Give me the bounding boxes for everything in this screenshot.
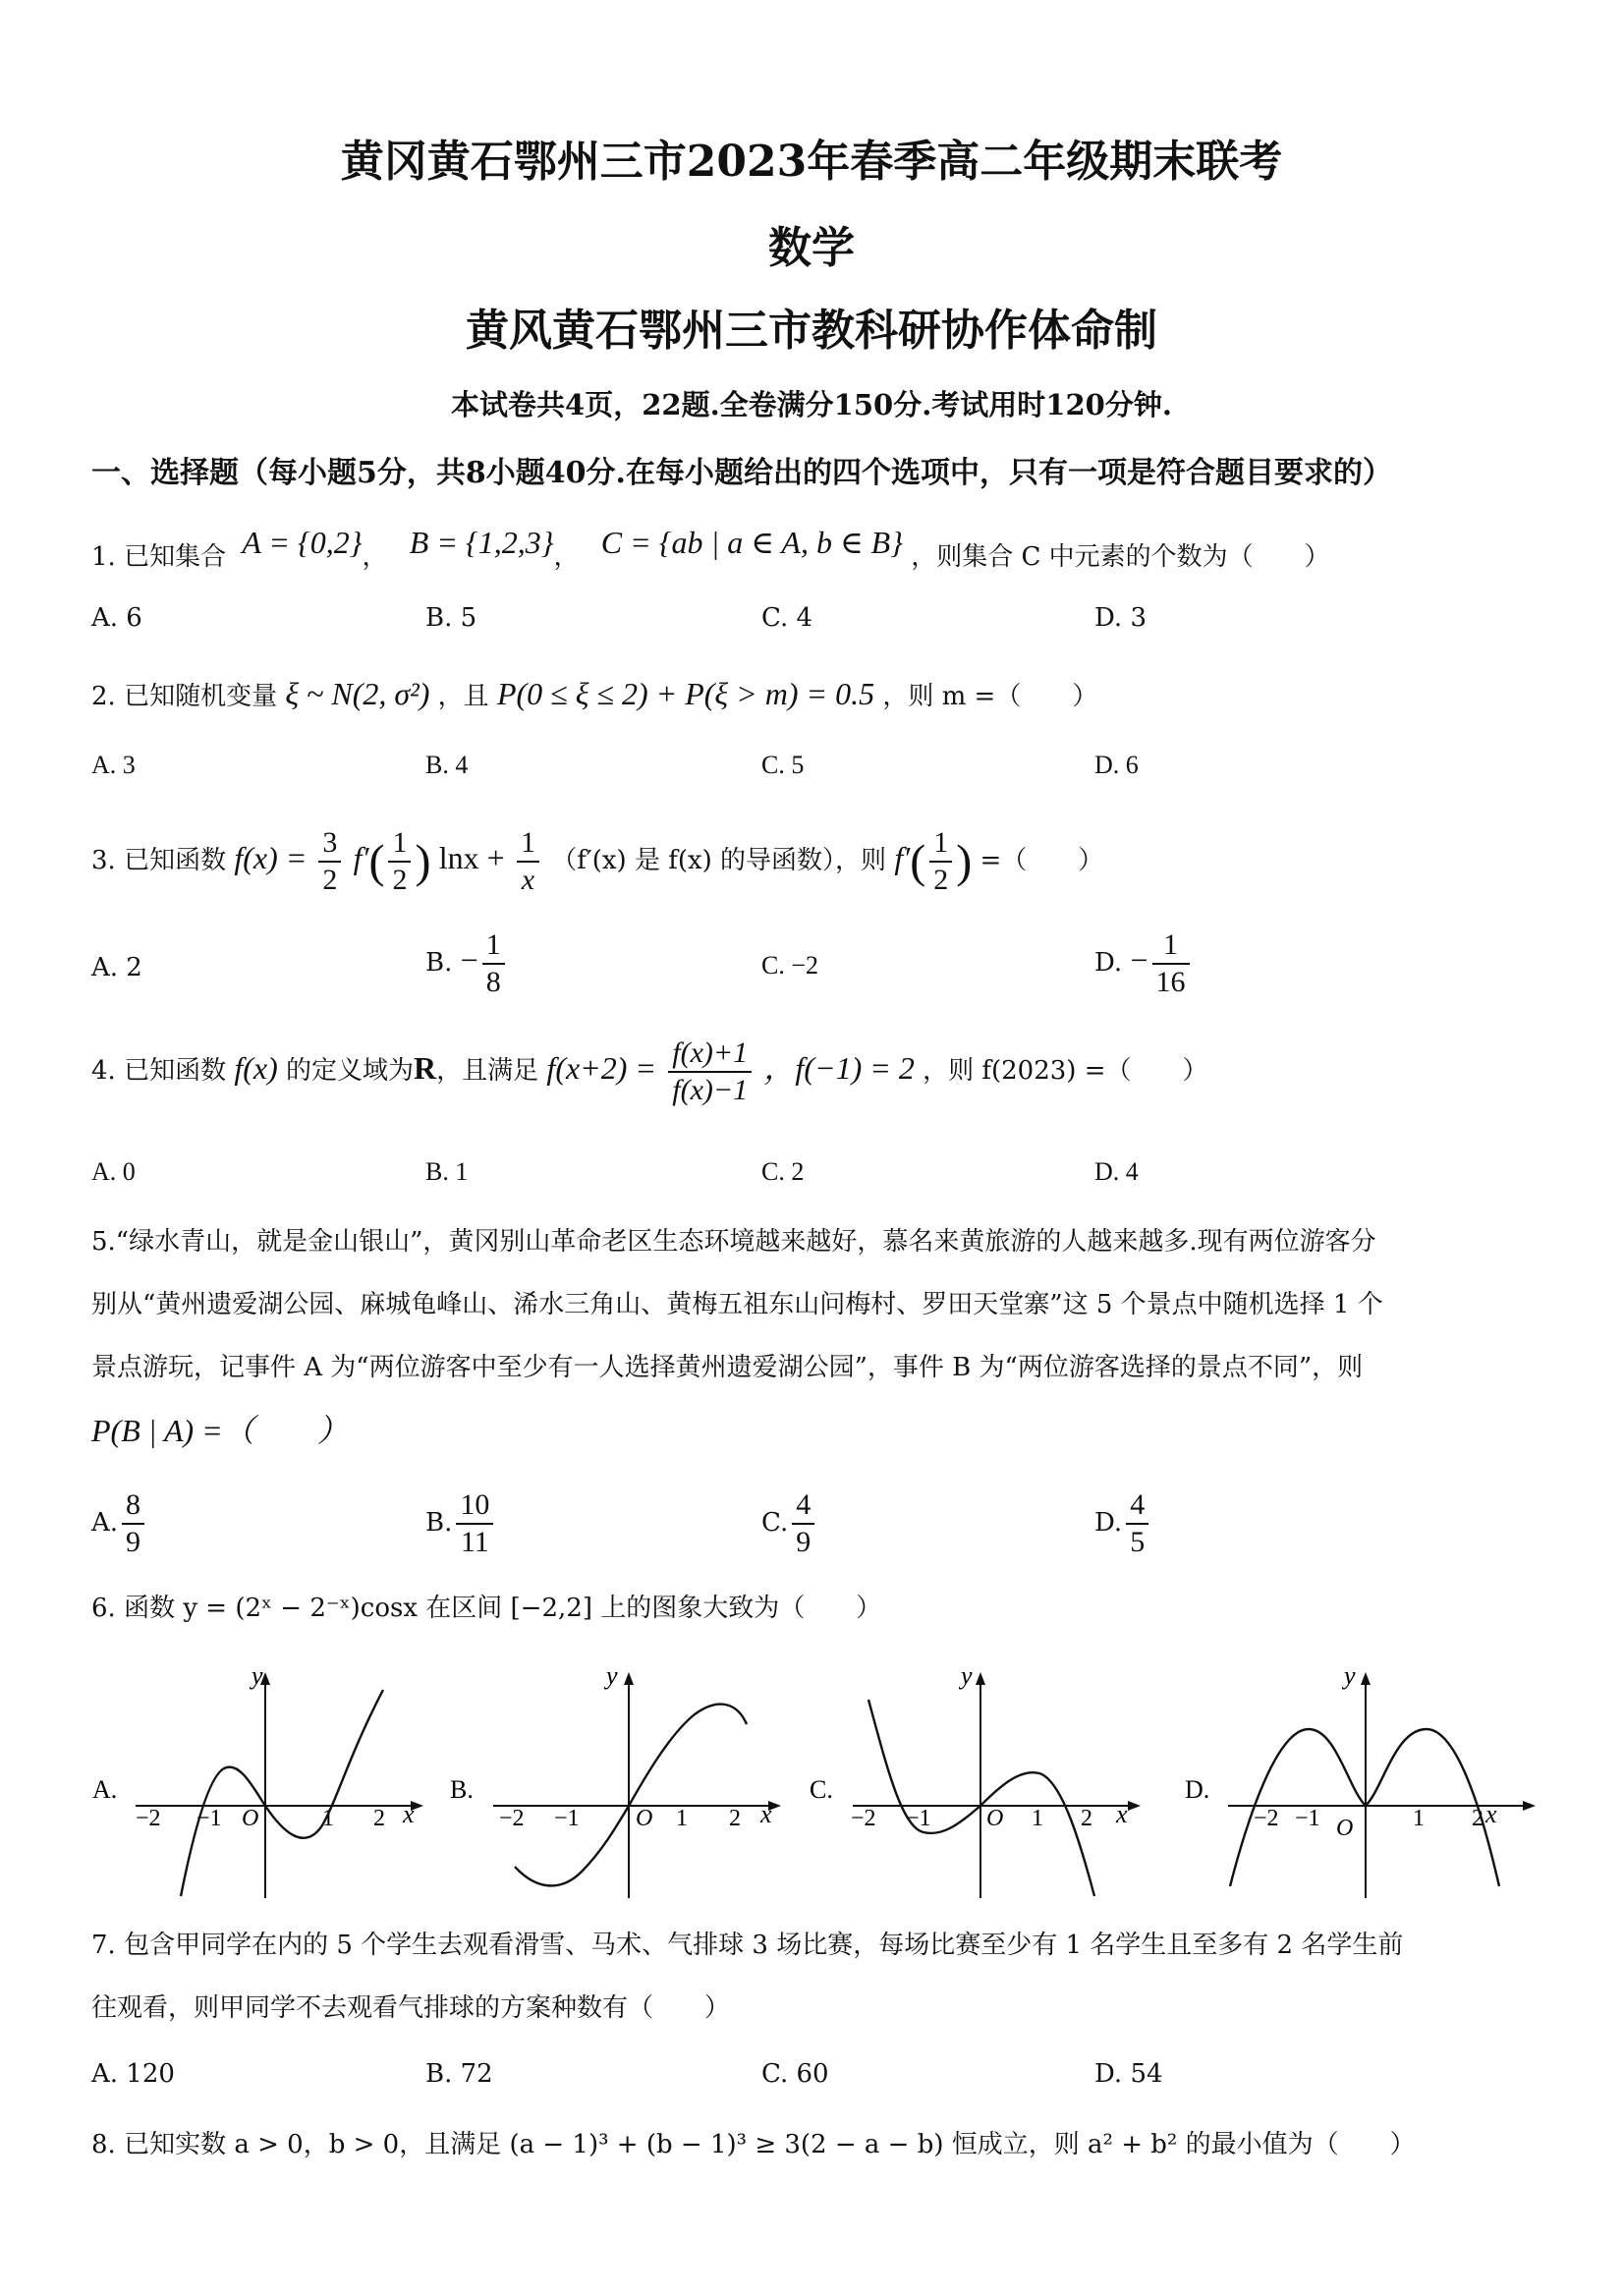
- q3-fprime: f′: [353, 840, 369, 875]
- q6-graph-c-y-label: y: [961, 1661, 973, 1690]
- q5-option-d: D. $\frac{4}{5}$: [1094, 1487, 1152, 1560]
- q2-option-d: D. 6: [1094, 751, 1139, 779]
- q3-fprime-ask: f′: [894, 840, 911, 875]
- exam-info: 本试卷共4页，22题.全卷满分150分.考试用时120分钟.: [451, 388, 1172, 421]
- q3-option-a: A. 2: [91, 953, 142, 982]
- q3-stem: 3. 已知函数: [91, 846, 227, 875]
- q6-graph-c-x-label: x: [1116, 1800, 1128, 1828]
- q1-option-b: B. 5: [425, 603, 477, 633]
- question-8: 8. 已知实数 a > 0，b > 0，且满足 (a − 1)³ + (b − 1)³ ≥ 3(2 − a − b) 恒成立，则 a² + b² 的最小值为（ ）: [91, 2130, 1416, 2159]
- q1-tail: ，则集合 C 中元素的个数为（ ）: [911, 542, 1330, 572]
- q4-stem: 4. 已知函数: [91, 1056, 227, 1086]
- q6-graph-a-label: A.: [92, 1775, 118, 1804]
- q5-option-b: B. $\frac{10}{11}$: [425, 1487, 497, 1560]
- q4-lhs: f(x+2) =: [546, 1050, 657, 1086]
- q3-fraction-three-halves: $\frac{3}{2}$: [318, 825, 341, 898]
- q5-option-c: C. $\frac{4}{9}$: [761, 1487, 818, 1560]
- q6-graph-d-y-label: y: [1344, 1661, 1356, 1690]
- q6-graph-c-origin: O: [986, 1806, 1004, 1831]
- q7-option-c: C. 60: [761, 2059, 829, 2089]
- q2-distribution: ξ ~ N(2, σ²): [285, 676, 430, 711]
- q4-tail: ，则 f(2023) =（ ）: [923, 1056, 1208, 1086]
- q6-graph-d-tick-neg2: −2: [1254, 1806, 1279, 1831]
- q3-option-b: B. − $\frac{1}{8}$: [425, 927, 509, 1000]
- q3-function: f(x) =: [234, 840, 315, 875]
- q5-option-a: A. $\frac{8}{9}$: [91, 1487, 148, 1560]
- q5-line-3: 景点游玩，记事件 A 为“两位游客中至少有一人选择黄州遗爱湖公园”，事件 B 为“两位游客选择的景点不同”，则: [91, 1353, 1364, 1382]
- q7-line-2: 往观看，则甲同学不去观看气排球的方案种数有（ ）: [91, 1993, 731, 2023]
- q6-graph-b-x-label: x: [760, 1800, 772, 1828]
- q6-graph-d-label: D.: [1185, 1775, 1210, 1804]
- question-7: [91, 1914, 1536, 2040]
- q1-stem: 1. 已知集合: [91, 542, 227, 572]
- question-5: [91, 1210, 1536, 1462]
- q6-graph-a-origin: O: [242, 1806, 259, 1831]
- q6-graph-b-tick-neg1: −1: [554, 1806, 580, 1831]
- q6-graph-b-tick-1: 1: [676, 1806, 688, 1831]
- q6-graph-a-tick-neg1: −1: [196, 1806, 222, 1831]
- q4-option-d: D. 4: [1094, 1157, 1139, 1186]
- q6-graph-a-tick-1: 1: [322, 1806, 334, 1831]
- q4-fraction: $\frac{f(x)+1}{f(x)-1}$: [668, 1036, 752, 1108]
- q3-option-c: C. −2: [761, 951, 819, 980]
- q6-graph-a-tick-2: 2: [373, 1806, 385, 1831]
- q6-graph-b-label: B.: [450, 1775, 474, 1804]
- q6-graph-c-tick-1: 1: [1032, 1806, 1043, 1831]
- q6-graph-a: [86, 1660, 440, 1910]
- q4-option-a: A. 0: [91, 1157, 136, 1186]
- q4-condition: ，f(−1) = 2: [763, 1050, 915, 1086]
- q6-graph-c-tick-neg2: −2: [851, 1806, 876, 1831]
- q6-graph-c-tick-2: 2: [1081, 1806, 1092, 1831]
- q4-fx: f(x): [234, 1050, 278, 1086]
- q2-stem: 2. 已知随机变量: [91, 682, 278, 711]
- q4-option-b: B. 1: [425, 1157, 469, 1186]
- q4-option-c: C. 2: [761, 1157, 805, 1186]
- q2-mid: ，且: [437, 682, 489, 711]
- q2-option-b: B. 4: [425, 751, 469, 779]
- q2-option-a: A. 3: [91, 751, 136, 779]
- q1-set-a: A = {0,2}: [242, 525, 363, 560]
- q6-graph-c-tick-neg1: −1: [906, 1806, 931, 1831]
- q1-set-c: C = {ab | a ∈ A, b ∈ B}: [600, 525, 903, 560]
- question-2: [91, 678, 1097, 709]
- question-1: 1. 已知集合 A = {0,2}， B = {1,2,3}， C = {ab | a ∈ A, b ∈ B} ，则集合 C 中元素的个数为（ ）: [91, 525, 1330, 572]
- q4-domain: 的定义域为: [286, 1056, 415, 1086]
- q1-option-a: A. 6: [91, 603, 142, 633]
- q3-equals: =（ ）: [979, 846, 1104, 875]
- q6-graph-a-y-label: y: [252, 1661, 263, 1690]
- q6-graph-b-tick-neg2: −2: [499, 1806, 525, 1831]
- q6-graph-d-tick-1: 1: [1413, 1806, 1425, 1831]
- q6-graph-a-x-label: x: [403, 1800, 415, 1828]
- q1-option-c: C. 4: [761, 603, 813, 633]
- question-6: 6. 函数 y = (2ˣ − 2⁻ˣ)cosx 在区间 [−2,2] 上的图象大致为（ ）: [91, 1594, 882, 1623]
- q3-lnx: lnx +: [438, 840, 505, 875]
- q3-parenthetical: （f′(x) 是 f(x) 的导函数），则: [551, 846, 887, 875]
- q3-fraction-half: $\frac{1}{2}$: [388, 825, 411, 898]
- q6-graph-b-origin: O: [636, 1806, 653, 1831]
- q6-graph-c: [804, 1660, 1157, 1910]
- q6-graph-b-y-label: y: [606, 1661, 618, 1690]
- q6-graph-b: [444, 1660, 798, 1910]
- question-4: [91, 1036, 1208, 1108]
- q6-graph-c-label: C.: [810, 1775, 833, 1804]
- q6-graph-a-tick-neg2: −2: [136, 1806, 161, 1831]
- q6-graph-d-tick-2: 2: [1472, 1806, 1483, 1831]
- exam-organizer: 黄风黄石鄂州三市教科研协作体命制: [466, 306, 1157, 356]
- q5-line-2: 别从“黄州遗爱湖公园、麻城龟峰山、浠水三角山、黄梅五祖东山问梅村、罗田天堂寨”这 5 个景点中随机选择 1 个: [91, 1290, 1383, 1319]
- q7-line-1: 7. 包含甲同学在内的 5 个学生去观看滑雪、马术、气排球 3 场比赛，每场比赛至少有 1 名学生且至多有 2 名学生前: [91, 1931, 1404, 1960]
- exam-subject: 数学: [768, 223, 855, 273]
- q3-fraction-one-over-x: $\frac{1}{x}$: [517, 825, 539, 898]
- q6-graph-d-x-label: x: [1485, 1800, 1497, 1828]
- q2-option-c: C. 5: [761, 751, 805, 779]
- q6-graph-b-tick-2: 2: [729, 1806, 741, 1831]
- q2-tail: ，则 m =（ ）: [882, 682, 1098, 711]
- question-3: 3. 已知函数 f(x) = $\frac{3}{2}$ f′( $\frac{1}{2}$ ) lnx + $\frac{1}{x}$ （f′(x) 是 f(x) 的导函数），则 f′( $\frac{1}{2}$ ) =（ ）: [91, 826, 1104, 896]
- section-title: 一、选择题（每小题5分，共8小题40分.在每小题给出的四个选项中，只有一项是符合题目要求的）: [91, 456, 1392, 490]
- q6-graph-b-curve: [515, 1705, 747, 1886]
- q6-graph-a-curve: [181, 1690, 383, 1896]
- q1-option-d: D. 3: [1094, 603, 1147, 633]
- q5-line-4: P(B | A) =（ ）: [91, 1413, 349, 1448]
- q3-option-d: D. − $\frac{1}{16}$: [1094, 927, 1194, 1000]
- q4-satisfy: ，且满足: [436, 1056, 539, 1086]
- q1-set-b: B = {1,2,3}: [409, 525, 554, 560]
- q7-option-d: D. 54: [1094, 2059, 1163, 2089]
- q3-fraction-half-ask: $\frac{1}{2}$: [929, 825, 952, 898]
- q7-option-a: A. 120: [91, 2059, 175, 2089]
- q7-option-b: B. 72: [425, 2059, 493, 2089]
- q6-graph-d-origin: O: [1336, 1816, 1354, 1841]
- q2-condition: P(0 ≤ ξ ≤ 2) + P(ξ > m) = 0.5: [496, 676, 875, 711]
- q6-graph-d-tick-neg1: −1: [1295, 1806, 1320, 1831]
- q5-line-1: 5.“绿水青山，就是金山银山”，黄冈别山革命老区生态环境越来越好，慕名来黄旅游的人越来越多.现有两位游客分: [91, 1227, 1376, 1257]
- q4-reals: R: [414, 1050, 437, 1086]
- q6-graph-d: [1179, 1660, 1552, 1910]
- exam-title: 黄冈黄石鄂州三市2023年春季高二年级期末联考: [340, 137, 1283, 187]
